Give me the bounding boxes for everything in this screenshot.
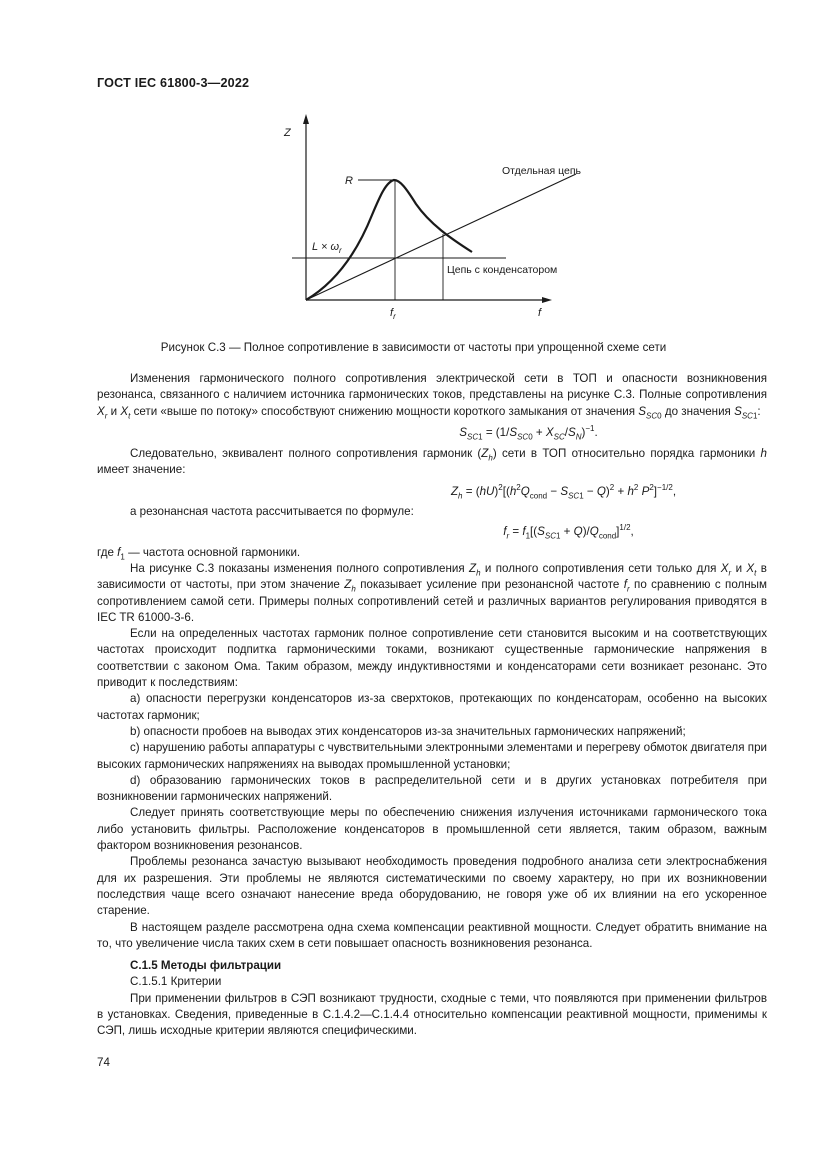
page-number: 74 — [97, 1056, 110, 1069]
separate-network-line — [306, 174, 576, 300]
capacitor-network-curve — [306, 180, 472, 300]
paragraph: На рисунке С.3 показаны изменения полного сопротивления $Z_h$ и полного сопротивления сети только для $X_r$ и $X_t$ в зависимости от частоты, при этом значение $Z_h$ показывает усиление при резонансной частоте $f_r$ по сравнению с полным сопротивлением самой сети. Примеры полных сопротивлений сетей и различных вариантов регулирования приводятся в IEC TR 61000-3-6. — [97, 561, 767, 624]
r-label: R — [345, 175, 353, 187]
capacitor-network-label: Цепь с конденсатором — [447, 264, 558, 276]
subsection-heading: С.1.5.1 Критерии — [130, 975, 222, 989]
l-omega-label: $L \times \omega_r$ — [312, 241, 342, 255]
paragraph: При применении фильтров в СЭП возникают трудности, сходные с теми, что появляются при применении фильтров в установках. Сведения, приведенные в С.1.4.2—С.1.4.4 относительно компенсации реактивной мощности, применимы к СЭП, лишь исходные критерии являются специфическими. — [97, 991, 767, 1038]
paragraph: Если на определенных частотах гармоник полное сопротивление сети становится высоким и на соответствующих частотах происходит подпитка гармоническими токами, возникают существенные гармонические напряжения в соответствии с законом Ома. Таким образом, между индуктивностями и конденсаторами сети возникает резонанс. Это приводит к последствиям: — [97, 627, 767, 690]
section-heading: С.1.5 Методы фильтрации — [130, 959, 282, 973]
impedance-figure — [270, 110, 600, 330]
x-axis-label: f — [538, 307, 542, 319]
document-header: ГОСТ IEC 61800-3—2022 — [97, 76, 250, 90]
document-body — [97, 371, 767, 1040]
y-axis-label: Z — [284, 127, 291, 139]
figure-caption: Рисунок С.3 — Полное сопротивление в зависимости от частоты при упрощенной схеме сети — [160, 341, 667, 354]
paragraph: Изменения гармонического полного сопротивления электрической сети в ТОП и опасности возникновения резонанса, связанного с наличием источника гармонических токов, представлены на рисунке С.3. Полные сопротивления $X_r$ и $X_t$ сети «выше по потоку» способствуют снижению мощности короткого замыкания от значения $S_{SC0}$ до значения $S_{SC1}$: — [97, 372, 767, 420]
paragraph: где $f_1$ — частота основной гармоники. — [97, 545, 301, 561]
impedance-frequency-plot — [270, 110, 600, 330]
formula-ssc1: $S_{SC1} = (1/S_{SC0} + X_{SC}/S_N)^{-1}$. — [459, 424, 598, 442]
separate-network-label: Отдельная цепь — [502, 165, 581, 177]
paragraph: а резонансная частота рассчитывается по формуле: — [130, 505, 414, 519]
list-item: c) нарушению работы аппаратуры с чувствительными электронными элементами и перегреву обмоток двигателя при высоких гармонических напряжениях на выводах промышленной установки; — [97, 741, 767, 771]
y-axis-arrow — [303, 114, 309, 124]
list-item: a) опасности перегрузки конденсаторов из-за сверхтоков, протекающих по конденсаторам, особенно на высоких частотах гармоник; — [97, 692, 767, 722]
fr-tick-label: $f_r$ — [390, 307, 396, 321]
x-axis-arrow — [542, 297, 552, 303]
paragraph: Следовательно, эквивалент полного сопротивления гармоник $(Z_h)$ сети в ТОП относительно порядка гармоники h имеет значение: — [97, 447, 767, 477]
formula-fr: $f_r = f_1[(S_{SC1} + Q)/Q_{cond}]^{1/2}$, — [503, 523, 634, 541]
list-item: b) опасности пробоев на выводах этих конденсаторов из-за значительных гармонических напряжений; — [130, 724, 686, 738]
paragraph: Проблемы резонанса зачастую вызывают необходимость проведения подробного анализа сети электроснабжения для их разрешения. Эти проблемы не являются систематическими по своему характеру, но при их возникновении последствия чаще всего означают нанесение вреда оборудованию, не говоря уже об их влиянии на его ускоренное старение. — [97, 855, 767, 918]
paragraph: Следует принять соответствующие меры по обеспечению снижения излучения источниками гармонического тока либо установить фильтры. Расположение конденсаторов в промышленной сети является, таким образом, важным фактором возникновения резонансов. — [97, 806, 767, 853]
formula-zh: $Z_h = (hU)^2[(h^2Q_{cond} - S_{SC1} - Q)^2 + h^2$ $P^2]^{-1/2}$, — [450, 482, 677, 501]
paragraph: В настоящем разделе рассмотрена одна схема компенсации реактивной мощности. Следует обратить внимание на то, что увеличение числа таких схем в сети повышает опасность возникновения резонанса. — [97, 920, 767, 950]
list-item: d) образованию гармонических токов в распределительной сети и в других установках потребителя при возникновении гармонических напряжений. — [97, 773, 767, 804]
